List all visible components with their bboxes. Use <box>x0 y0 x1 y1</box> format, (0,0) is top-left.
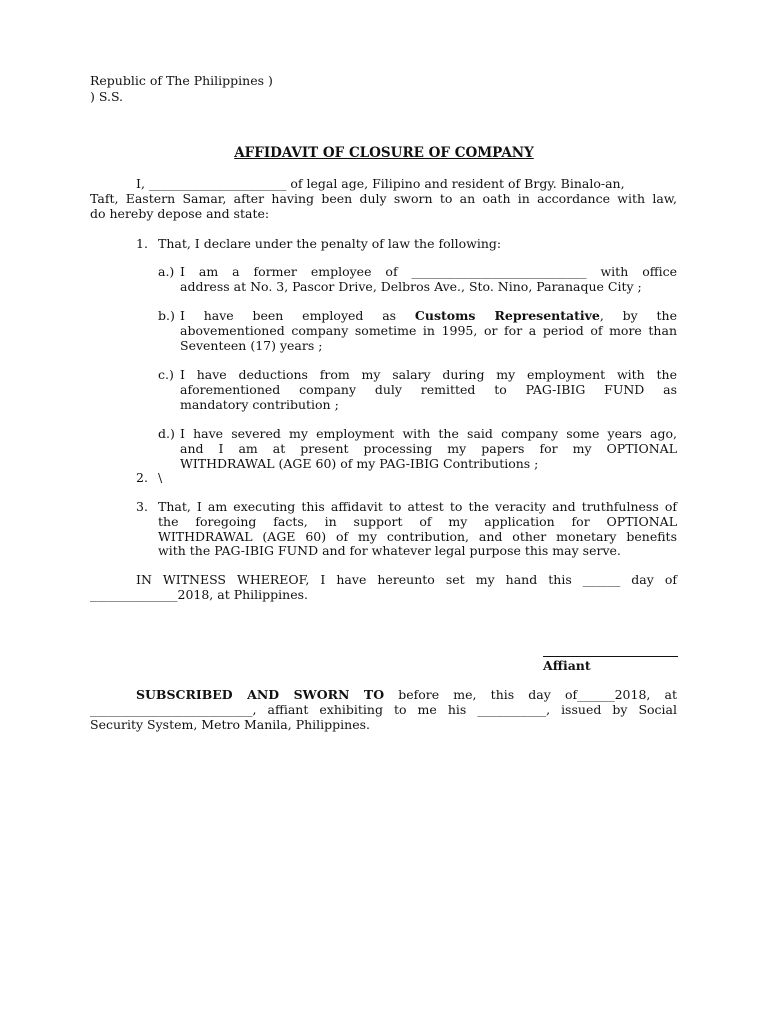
item-2-number: 2. <box>136 470 148 485</box>
intro-line-1-end: of legal age, Filipino and resident of Brgy. Binalo-an, <box>286 176 625 191</box>
item-1d-line-3: WITHDRAWAL (AGE 60) of my PAG-IBIG Contributions ; <box>180 456 539 471</box>
item-1b-line-3: Seventeen (17) years ; <box>180 338 323 353</box>
item-1c-label: c.) <box>158 367 174 382</box>
affiant-label: Affiant <box>543 658 591 673</box>
item-1d-line-1: I have severed my employment with the said company some years ago, <box>180 426 677 441</box>
item-1c-line-2: aforementioned company duly remitted to PAG-IBIG FUND as <box>180 382 677 397</box>
intro-line-1-start: I, <box>136 176 149 191</box>
intro-line-2: Taft, Eastern Samar, after having been duly sworn to an oath in accordance with law, <box>90 191 677 206</box>
jurat-subscribed-sworn: SUBSCRIBED AND SWORN TO <box>136 687 385 702</box>
item-1-number: 1. <box>136 236 148 251</box>
intro-line-3: do hereby depose and state: <box>90 206 270 221</box>
item-1a-label: a.) <box>158 264 175 279</box>
item-2-text: \ <box>158 470 163 485</box>
item-1d-line-2: and I am at present processing my papers for my OPTIONAL <box>180 441 677 456</box>
item-3-line-3: WITHDRAWAL (AGE 60) of my contribution, and other monetary benefits <box>158 529 677 544</box>
affiant-signature-line <box>543 656 678 657</box>
item-3-line-1: That, I am executing this affidavit to attest to the veracity and truthfulness of <box>158 499 677 514</box>
item-1b-label: b.) <box>158 308 175 323</box>
item-3-line-2: the foregoing facts, in support of my application for OPTIONAL <box>158 514 677 529</box>
affiant-name-blank: ______________________ <box>148 176 287 191</box>
venue-line-1: Republic of The Philippines ) <box>90 73 273 88</box>
position-customs-representative: Customs Representative <box>414 308 600 323</box>
item-1b-line-1-start: I have been employed as <box>180 308 397 323</box>
witness-line-1: IN WITNESS WHEREOF, I have hereunto set my hand this ______ day of <box>136 572 677 587</box>
witness-line-2: ______________2018, at Philippines. <box>90 587 308 602</box>
jurat-line-3: Security System, Metro Manila, Philippines. <box>90 717 370 732</box>
jurat-line-2: __________________________, affiant exhibiting to me his ___________, issued by Social <box>90 702 677 717</box>
item-1d-label: d.) <box>158 426 175 441</box>
item-1b-line-1 <box>180 308 677 323</box>
item-3-number: 3. <box>136 499 148 514</box>
item-1c-line-1: I have deductions from my salary during my employment with the <box>180 367 677 382</box>
venue-line-2: ) S.S. <box>90 89 124 104</box>
item-1c-line-3: mandatory contribution ; <box>180 397 339 412</box>
item-3-line-4: with the PAG-IBIG FUND and for whatever legal purpose this may serve. <box>158 543 621 558</box>
item-1a-line-1: I am a former employee of ____________________________ with office <box>180 264 677 279</box>
jurat-line-1-rest: before me, this day of______2018, at <box>384 687 677 702</box>
document-title: AFFIDAVIT OF CLOSURE OF COMPANY <box>234 145 534 161</box>
item-1b-line-1-end: , by the <box>599 308 677 323</box>
jurat-line-1 <box>136 687 677 702</box>
item-1-text: That, I declare under the penalty of law the following: <box>158 236 502 251</box>
intro-line-1 <box>136 176 625 191</box>
item-1b-line-2: abovementioned company sometime in 1995, or for a period of more than <box>180 323 677 338</box>
item-1a-line-2: address at No. 3, Pascor Drive, Delbros Ave., Sto. Nino, Paranaque City ; <box>180 279 642 294</box>
